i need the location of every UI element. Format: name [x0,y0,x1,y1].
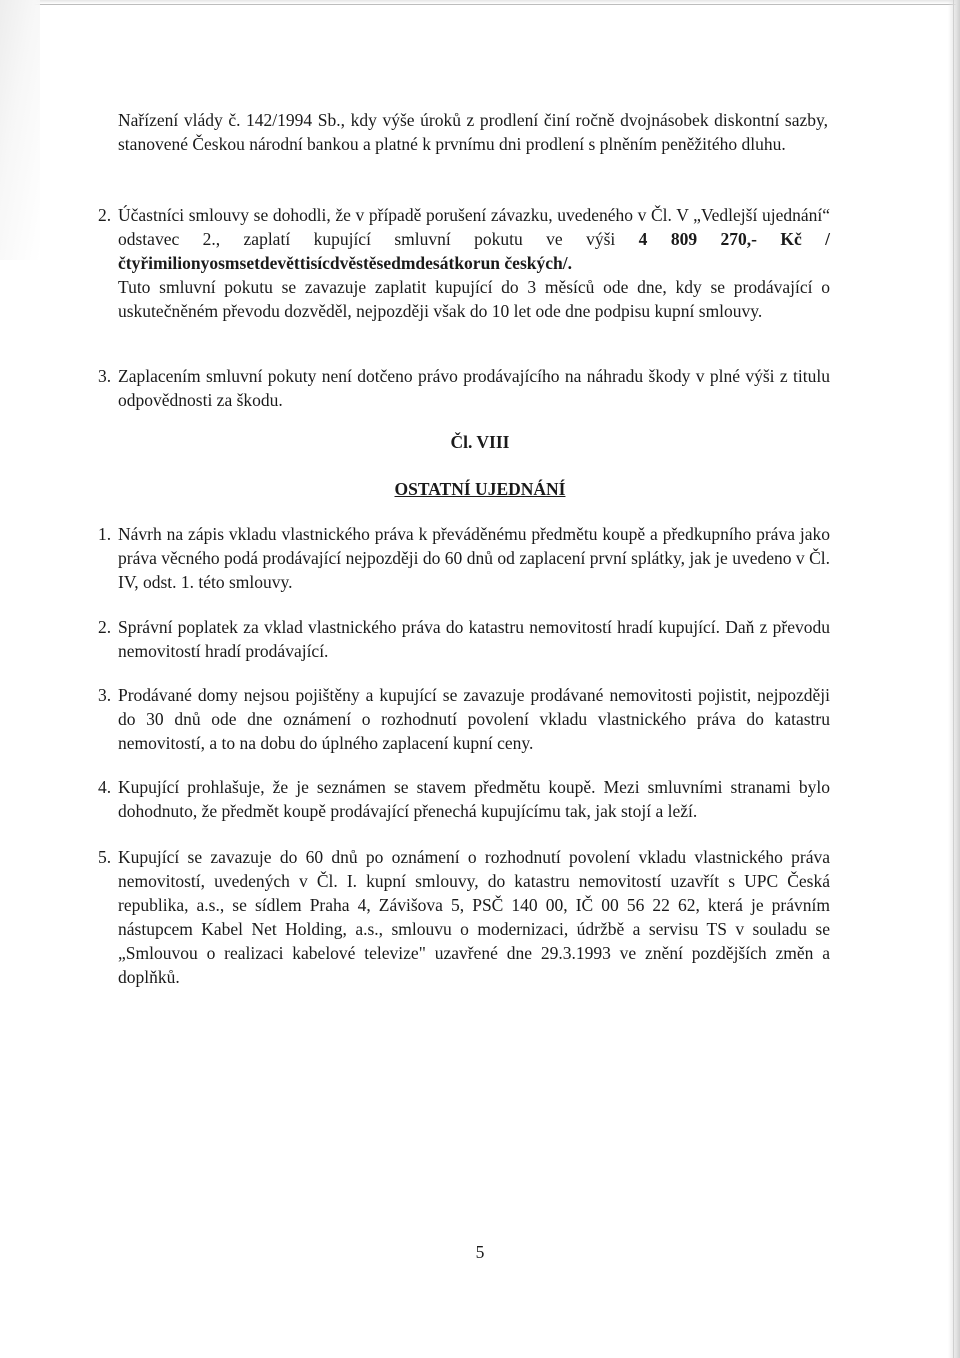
item-number: 3. [98,685,112,705]
damages-clause-item [98,364,830,412]
item-body [118,203,830,323]
item-text: Správní poplatek za vklad vlastnického práva do katastru nemovitostí hradí kupující. Daň z převodu nemovitostí hradí prodávající. [118,617,830,661]
continuation-paragraph: Nařízení vlády č. 142/1994 Sb., kdy výše úroků z prodlení činí ročně dvojnásobek diskontní sazby, stanovené Českou národní bankou a platné k prvnímu dni prodlení s plněním peněžitého dluhu. [118,110,828,154]
scan-top-line [0,4,960,5]
item-number: 5. [98,847,112,867]
list-item [98,845,830,989]
item-text: Účastníci smlouvy se dohodli, že v případě porušení závazku, uvedeného v Čl. V „Vedlejší ujednání“ odstavec 2., zaplatí kupující smluvní pokutu ve výši [118,205,830,249]
article-number: Čl. VIII [450,432,510,452]
list-item [98,683,830,755]
item-number: 3. [98,366,112,386]
item-number: 4. [98,777,112,797]
page-number: 5 [475,1242,485,1262]
list-item [98,615,830,663]
article-title [0,479,960,500]
item-number: 2. [98,617,112,637]
penalty-clause-item [98,203,830,323]
scan-right-line [953,0,954,1358]
item-text: Prodávané domy nejsou pojištěny a kupující se zavazuje prodávané nemovitosti pojistit, nejpozději do 30 dnů ode dne oznámení o rozhodnutí povolení vkladu vlastnického práva do katastru nemovitostí, a to na dobu do úplného zaplacení kupní ceny. [118,685,830,753]
item-text: Zaplacením smluvní pokuty není dotčeno právo prodávajícího na náhradu škody v plné výši z titulu odpovědnosti za škodu. [118,366,830,410]
item-continuation: Tuto smluvní pokutu se zavazuje zaplatit kupující do 3 měsíců ode dne, kdy se prodávající o uskutečněném převodu dozvěděl, nejpozději však do 10 let ode dne podpisu kupní smlouvy. [118,277,830,321]
list-item [98,522,830,594]
article-title-text: OSTATNÍ UJEDNÁNÍ [394,479,566,499]
list-item [98,775,830,823]
penalty-amount: 4 809 270,- Kč /čtyřimilionyosmsetdevěttisícdvěstěsedmdesátkorun českých/. [118,229,830,273]
item-text: Kupující se zavazuje do 60 dnů po oznámení o rozhodnutí povolení vkladu vlastnického práva nemovitostí, uvedených v Čl. I. kupní smlouvy, do katastru nemovitostí uzavřít s UPC Česká republika, a.s., se sídlem Praha 4, Závišova 5, PSČ 140 00, IČ 00 56 22 62, která je právním nástupcem Kabel Net Holding, a.s., smlouvu o modernizaci, údržbě a servisu TS v souladu se „Smlouvou o realizaci kabelové televize" uzavřené dne 29.3.1993 ve znění pozdějších změn a doplňků. [118,847,830,987]
item-number: 1. [98,524,112,544]
scan-left-edge [0,0,40,260]
item-text: Návrh na zápis vkladu vlastnického práva k převáděnému předmětu koupě a předkupního práva jako práva věcného podá prodávající nejpozději do 60 dnů od zaplacení první splátky, jak je uvedeno v Čl. IV, odst. 1. této smlouvy. [118,524,830,592]
scan-right-edge [948,0,960,1358]
item-number: 2. [98,205,112,225]
item-text: Kupující prohlašuje, že je seznámen se stavem předmětu koupě. Mezi smluvními stranami bylo dohodnuto, že předmět koupě prodávající přenechá kupujícímu tak, jak stojí a leží. [118,777,830,821]
